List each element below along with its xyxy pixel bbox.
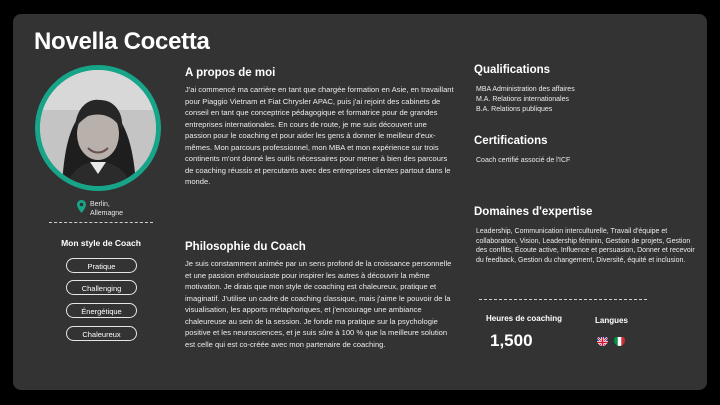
profile-card <box>13 14 707 390</box>
expertise-text: Leadership, Communication interculturelle, Travail d'équipe et collaboration, Vision, Leadership féminin, Gestion de projets, Gestion des conflits, Écoute active, Influence et persuasion, Donner et recevoir du feedback, Gestion du changement, Diversité, équité et inclusion. <box>476 228 695 264</box>
coach-name: Novella Cocetta <box>34 28 210 55</box>
location-pin-icon <box>77 200 86 213</box>
avatar <box>35 65 161 191</box>
qualification-item: B.A. Relations publiques <box>476 106 553 113</box>
certifications-title: Certifications <box>474 135 548 147</box>
english-flag-icon <box>597 335 608 346</box>
italian-flag-icon <box>614 335 625 346</box>
qualification-item: MBA Administration des affaires <box>476 86 575 93</box>
coaching-hours-label: Heures de coaching <box>486 314 563 323</box>
qualification-item: M.A. Relations internationales <box>476 96 569 103</box>
certification-item: Coach certifié associé de l'ICF <box>476 157 571 164</box>
qualifications-title: Qualifications <box>474 64 551 76</box>
about-title: A propos de moi <box>185 67 276 79</box>
expertise-title: Domaines d'expertise <box>474 206 593 218</box>
about-text: J'ai commencé ma carrière en tant que chargée formation en Asie, en travaillant pour Piaggio Vietnam et Fiat Chrysler APAC, puis j'ai rejoint des cabinets de conseil en tant que conceptrice pédagogique et formatrice pour de grandes entreprises internationales. En cours de route, je me suis découvert une passion pour le coaching et pour aider les gens à donner le meilleur d'eux-mêmes. Mon parcours professionnel, mon MBA et mon expérience sur trois continents m'ont donné les outils nécessaires pour mener à bien des parcours de coaching réussis et percutants avec des entreprises clientes partout dans le monde. <box>185 85 454 186</box>
divider <box>49 222 153 223</box>
style-tag-chaleureux: Chaleureux <box>66 326 137 341</box>
coaching-hours-value: 1,500 <box>490 331 533 350</box>
style-tag-challenging: Challenging <box>66 280 137 295</box>
coach-style-title: Mon style de Coach <box>61 238 141 248</box>
style-tag-pratique: Pratique <box>66 258 137 273</box>
philosophy-text: Je suis constamment animée par un sens profond de la croissance personnelle et une passion enthousiaste pour inspirer les autres à découvrir la même motivation. Je dirais que mon style de coaching est chaleureux, pratique et imaginatif. J'utilise un cadre de coaching classique, mais j'aime le pouvoir de la visualisation, les apports métaphoriques, et j'encourage une ambiance chaleureuse au sein de la session. Je fonde ma pratique sur la psychologie positive et les neurosciences, et je suis sûre à 100 % que la meilleure solution est celle qui est co-créée avec mon partenaire de coaching. <box>185 259 452 349</box>
location-text: Berlin, Allemagne <box>90 201 124 217</box>
languages-label: Langues <box>595 316 628 325</box>
portrait-image <box>40 70 156 186</box>
style-tag-energetique: Énergétique <box>66 303 137 318</box>
divider <box>479 299 647 300</box>
philosophy-title: Philosophie du Coach <box>185 241 306 253</box>
